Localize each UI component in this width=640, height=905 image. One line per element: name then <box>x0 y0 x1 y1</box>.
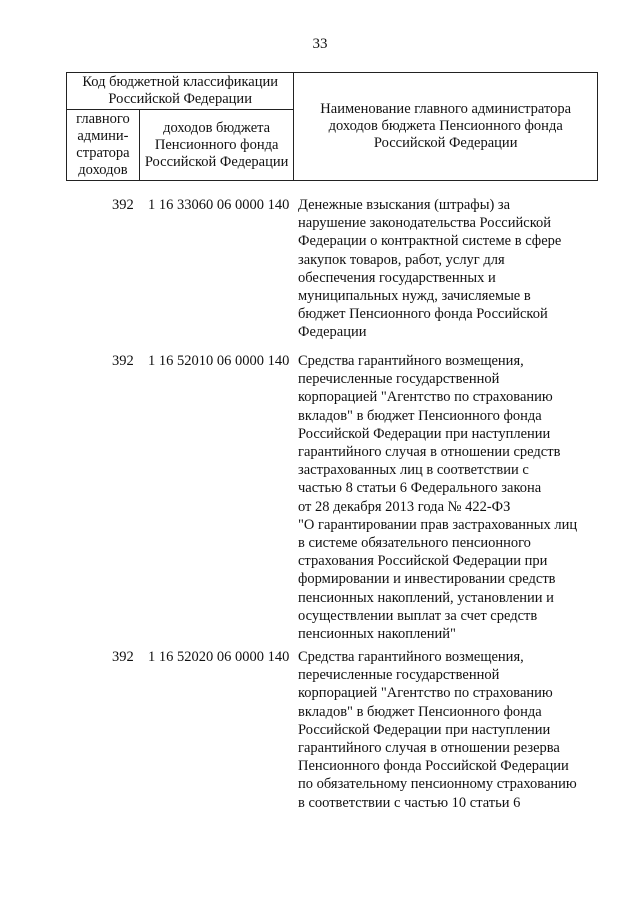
description-line: муниципальных нужд, зачисляемые в <box>298 288 531 305</box>
income-header-line: Пенсионного фонда <box>154 136 279 153</box>
classification-code: 1 16 33060 06 0000 140 <box>148 197 290 213</box>
description-line: осуществлении выплат за счет средств <box>298 607 538 624</box>
name-header-line: Российской Федерации <box>373 135 518 151</box>
description-line: страхования Российской Федерации при <box>298 553 548 570</box>
description-line: "О гарантировании прав застрахованных лиц <box>298 516 578 533</box>
description-line: Российской Федерации при наступлении <box>298 721 551 738</box>
description-line: бюджет Пенсионного фонда Российской <box>298 306 548 323</box>
admin-header-line: стратора <box>76 145 130 161</box>
description-line: Федерации о контрактной системе в сфере <box>298 233 562 250</box>
description-line: вкладов" в бюджет Пенсионного фонда <box>298 407 542 424</box>
description-line: перечисленные государственной <box>298 371 500 388</box>
classification-header-table <box>66 72 598 181</box>
classification-code: 1 16 52010 06 0000 140 <box>148 353 290 369</box>
description-line: закупок товаров, работ, услуг для <box>298 251 505 268</box>
administrator-name-header <box>294 73 598 181</box>
description-line: Российской Федерации при наступлении <box>298 425 551 442</box>
income-header-line: доходов бюджета <box>163 119 271 136</box>
code-title-cell <box>67 73 294 110</box>
income-header-line: Российской Федерации <box>144 153 289 170</box>
description-line: вкладов" в бюджет Пенсионного фонда <box>298 703 542 720</box>
description-line: Денежные взыскания (штрафы) за <box>298 197 511 213</box>
admin-header-line: доходов <box>78 162 128 178</box>
description-line: нарушение законодательства Российской <box>298 215 552 232</box>
page-number: 33 <box>312 36 328 52</box>
name-header-line: Наименование главного администратора <box>320 101 572 117</box>
income-column-header <box>139 110 294 181</box>
admin-header-line: админи- <box>77 128 129 144</box>
entry-description <box>298 196 598 342</box>
admin-code: 392 <box>112 197 134 213</box>
description-line: застрахованных лиц в соответствии с <box>298 462 529 479</box>
classification-code: 1 16 52020 06 0000 140 <box>148 649 290 665</box>
description-line: частью 8 статьи 6 Федерального закона <box>298 480 542 497</box>
description-line: в соответствии с частью 10 статьи 6 <box>298 794 521 811</box>
description-line: гарантийного случая в отношении средств <box>298 444 561 461</box>
description-line: пенсионных накоплений" <box>298 626 456 643</box>
description-line: пенсионных накоплений, установлении и <box>298 589 554 606</box>
admin-code: 392 <box>112 353 134 369</box>
admin-header-line: главного <box>76 111 130 127</box>
description-line: по обязательному пенсионному страхованию <box>298 776 577 793</box>
description-line: Пенсионного фонда Российской Федерации <box>298 758 569 775</box>
description-line: от 28 декабря 2013 года № 422-ФЗ <box>298 498 511 515</box>
description-line: корпорацией "Агентство по страхованию <box>298 685 553 702</box>
code-title-line: Российской Федерации <box>108 91 252 107</box>
name-header-line: доходов бюджета Пенсионного фонда <box>328 118 563 134</box>
description-line: корпорацией "Агентство по страхованию <box>298 389 553 406</box>
description-line: Средства гарантийного возмещения, <box>298 353 524 369</box>
description-line: Федерации <box>298 324 367 341</box>
admin-column-header <box>67 110 140 181</box>
description-line: формировании и инвестировании средств <box>298 571 556 588</box>
entry-description <box>298 648 598 812</box>
description-line: перечисленные государственной <box>298 667 500 684</box>
description-line: Средства гарантийного возмещения, <box>298 649 524 665</box>
admin-code: 392 <box>112 649 134 665</box>
description-line: в системе обязательного пенсионного <box>298 535 531 552</box>
description-line: обеспечения государственных и <box>298 269 496 286</box>
entry-description <box>298 352 598 643</box>
description-line: гарантийного случая в отношении резерва <box>298 740 560 757</box>
code-title-line: Код бюджетной классификации <box>82 74 279 90</box>
